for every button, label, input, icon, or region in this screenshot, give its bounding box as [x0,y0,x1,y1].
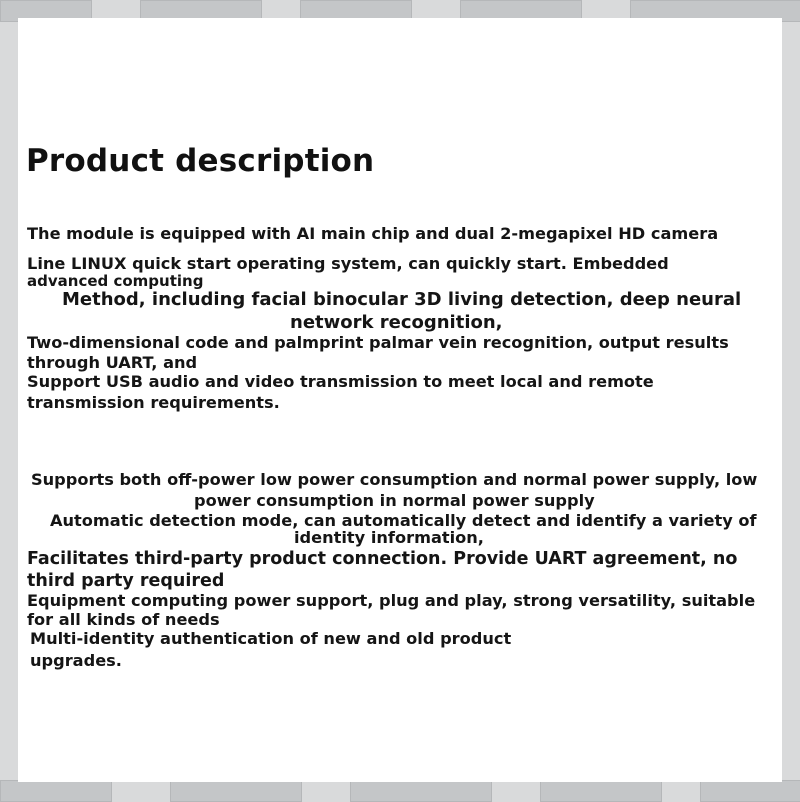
description-line: upgrades. [30,651,122,670]
description-line: through UART, and [27,353,198,372]
background-tile [540,780,662,802]
description-line: advanced computing [27,272,204,290]
description-line: Facilitates third-party product connection. Provide UART agreement, no [27,549,738,569]
description-line: power consumption in normal power supply [194,491,595,510]
description-line: Multi-identity authentication of new and old product [30,629,512,648]
description-line: Equipment computing power support, plug and play, strong versatility, suitable [27,591,756,610]
description-panel [18,18,782,782]
description-line: Support USB audio and video transmission to meet local and remote [27,372,654,391]
background-tile [0,780,112,802]
description-line: Two-dimensional code and palmprint palmar vein recognition, output results [27,333,729,352]
background-tile [350,780,492,802]
background-tile [700,780,800,802]
page-title: Product description [26,143,375,179]
description-line: third party required [27,571,225,591]
description-line: Line LINUX quick start operating system, can quickly start. Embedded [27,254,669,273]
description-line: Automatic detection mode, can automatically detect and identify a variety of [50,511,757,530]
background-tile [170,780,302,802]
description-line: transmission requirements. [27,393,280,412]
description-line: network recognition, [290,312,503,333]
description-line: identity information, [294,528,484,547]
description-line: for all kinds of needs [27,610,220,629]
description-line: The module is equipped with AI main chip and dual 2-megapixel HD camera [27,224,719,243]
description-line: Method, including facial binocular 3D living detection, deep neural [62,289,742,310]
description-line: Supports both off-power low power consumption and normal power supply, low [31,470,758,489]
